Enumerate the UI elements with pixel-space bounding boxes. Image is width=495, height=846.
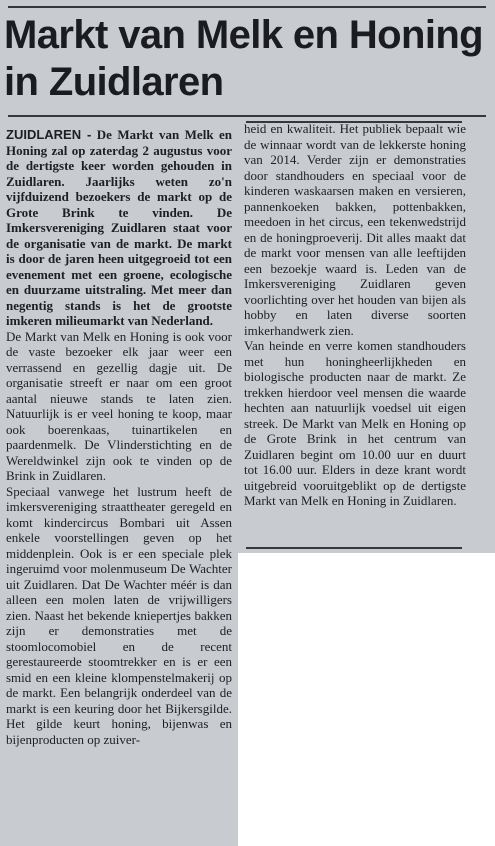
- headline-rule: [8, 115, 486, 117]
- dateline: ZUIDLAREN -: [6, 127, 92, 142]
- blank-area: [238, 553, 495, 846]
- body-paragraph-2: Speciaal vanwege het lustrum heeft de imkersvereniging straattheater geregeld en komt kindercircus Bombari uit Assen enkele voorstellingen geven op het middenplein. Ook is er een speciale plek ingeruimd voor molenmuseum De Wachter uit Zuidlaren. Dat De Wachter méér is dan alleen een molen laten de vrijwilligers zien. Naast het bekende kniepertjes bakken zijn er demonstraties met de stoomlocomobiel en de recent gerestaureerde stoomtrekker en is er een smid en een kleine klompenstelmakerij op de markt. Een belangrijk onderdeel van de markt is een keuring door het Bijkersgilde. Het gilde keurt honing, bijenwas en bijenproducten op zuiver-: [6, 483, 232, 747]
- left-column: [6, 127, 232, 747]
- right-column: [244, 121, 466, 509]
- lead-paragraph: [6, 127, 232, 329]
- bottom-rule: [246, 547, 462, 549]
- body-paragraph-4: Van heinde en verre komen standhouders met hun honingheerlijkheden en biologische producten naar de markt. Ze trekken hierdoor veel mensen die waarde hechten aan natuurlijk voedsel uit eigen streek. De Markt van Melk en Honing op de Grote Brink in het centrum van Zuidlaren begint om 10.00 uur en duurt tot 16.00 uur. Elders in deze krant wordt uitgebreid vooruitgeblikt op de dertigste Markt van Melk en Honing in Zuidlaren.: [244, 338, 466, 508]
- headline: Markt van Melk en Honing in Zuidlaren: [4, 13, 484, 104]
- body-paragraph-3: heid en kwaliteit. Het publiek bepaalt wie de winnaar wordt van de lekkerste honing van 2014. Verder zijn er demonstraties door standhouders en speciaal voor de kinderen waskaarsen maken en versieren, pannenkoeken bakken, pottenbakken, meedoen in het circus, een tekenwedstrijd en de honingproeverij. Dit alles maakt dat de markt voor mensen van alle leeftijden een bezoekje waard is. Leden van de Imkersvereniging Zuidlaren geven voorlichting over het houden van bijen als hobby en laten diverse soorten imkerhandwerk zien.: [244, 121, 466, 338]
- top-rule: [8, 6, 486, 8]
- lead-text: De Markt van Melk en Honing zal op zaterdag 2 augustus voor de dertigste keer worden gehouden in Zuidlaren. Jaarlijks weten zo'n vijfduizend bezoekers de markt op de Grote Brink te vinden. De Imkersvereniging Zuidlaren staat voor de organisatie van de markt. De markt is door de jaren heen uitgegroeid tot een evenement met een groene, ecologische en duurzame uitstraling. Met meer dan negentig stands is het de grootste imkeren milieumarkt van Nederland.: [6, 127, 233, 328]
- body-paragraph-1: De Markt van Melk en Honing is ook voor de vaste bezoeker elk jaar weer een verrassend en gezellig dagje uit. De organisatie streeft er naar om een groot aantal nieuwe stands te laten zien. Natuurlijk is er veel honing te koop, maar ook boerenkaas, tuinartikelen en paardenmelk. De Vlinderstichting en de Wereldwinkel zijn ook te vinden op de Brink in Zuidlaren.: [6, 328, 232, 483]
